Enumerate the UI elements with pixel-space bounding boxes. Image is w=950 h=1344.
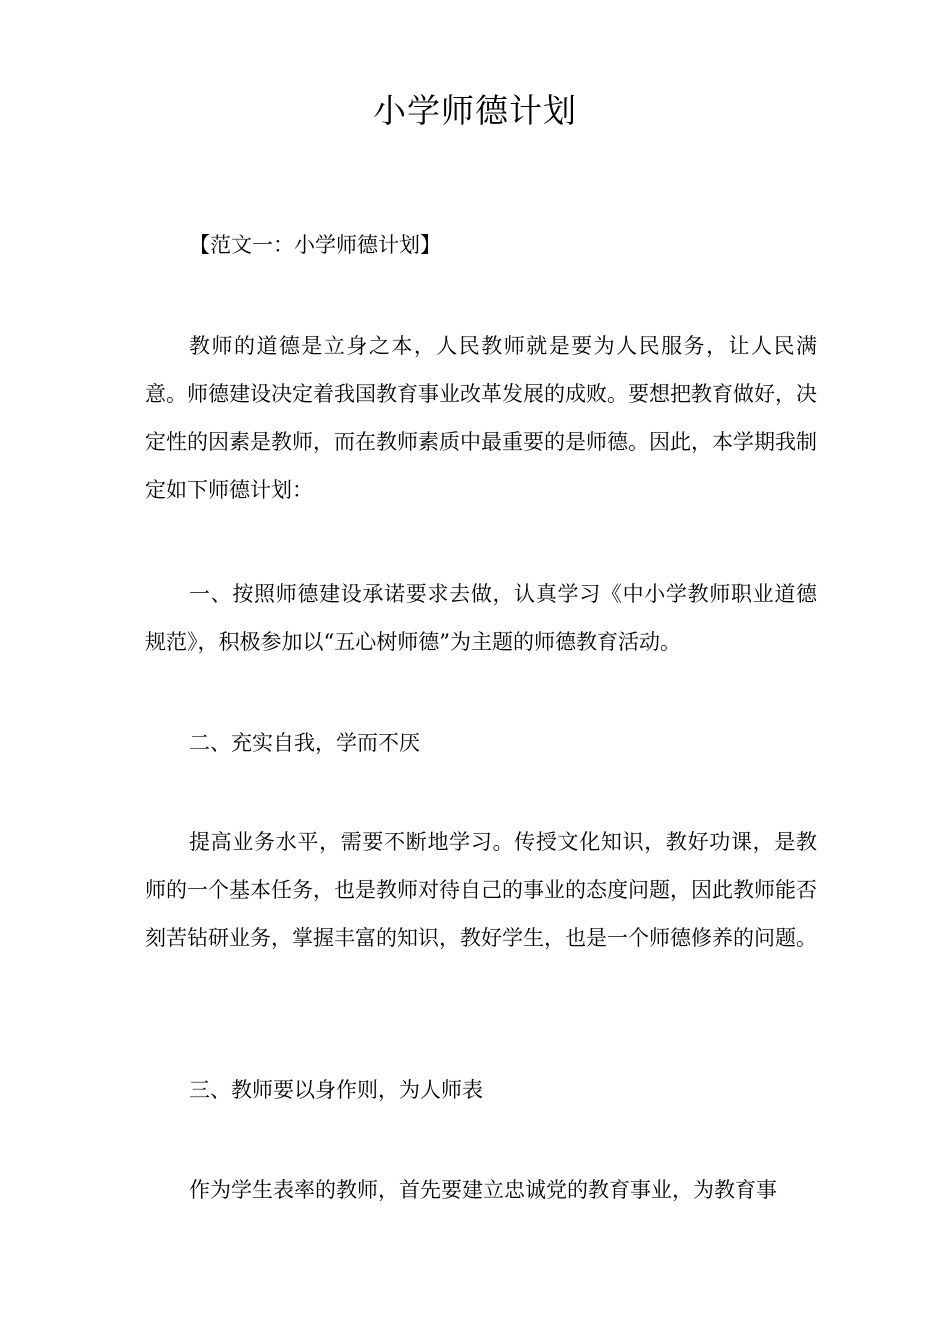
- point-one-paragraph: 一、按照师德建设承诺要求去做，认真学习《中小学教师职业道德规范》，积极参加以“五心树师德”为主题的师德教育活动。: [145, 582, 817, 654]
- section-label: 【范文一：小学师德计划】: [189, 233, 441, 257]
- point-two-paragraph: 提高业务水平，需要不断地学习。传授文化知识，教好功课，是教师的一个基本任务，也是教师对待自己的事业的态度问题，因此教师能否刻苦钻研业务，掌握丰富的知识，教好学生，也是一个师德修养的问题。: [145, 830, 817, 950]
- document-title: 小学师德计划: [373, 91, 577, 130]
- point-three-paragraph: 作为学生表率的教师，首先要建立忠诚党的教育事业，为教育事: [189, 1178, 777, 1202]
- point-three-heading: 三、教师要以身作则，为人师表: [189, 1078, 483, 1102]
- point-two-heading: 二、充实自我，学而不厌: [189, 731, 420, 755]
- intro-paragraph: 教师的道德是立身之本，人民教师就是要为人民服务，让人民满意。师德建设决定着我国教育事业改革发展的成败。要想把教育做好，决定性的因素是教师，而在教师素质中最重要的是师德。因此，本学期我制定如下师德计划：: [145, 334, 817, 502]
